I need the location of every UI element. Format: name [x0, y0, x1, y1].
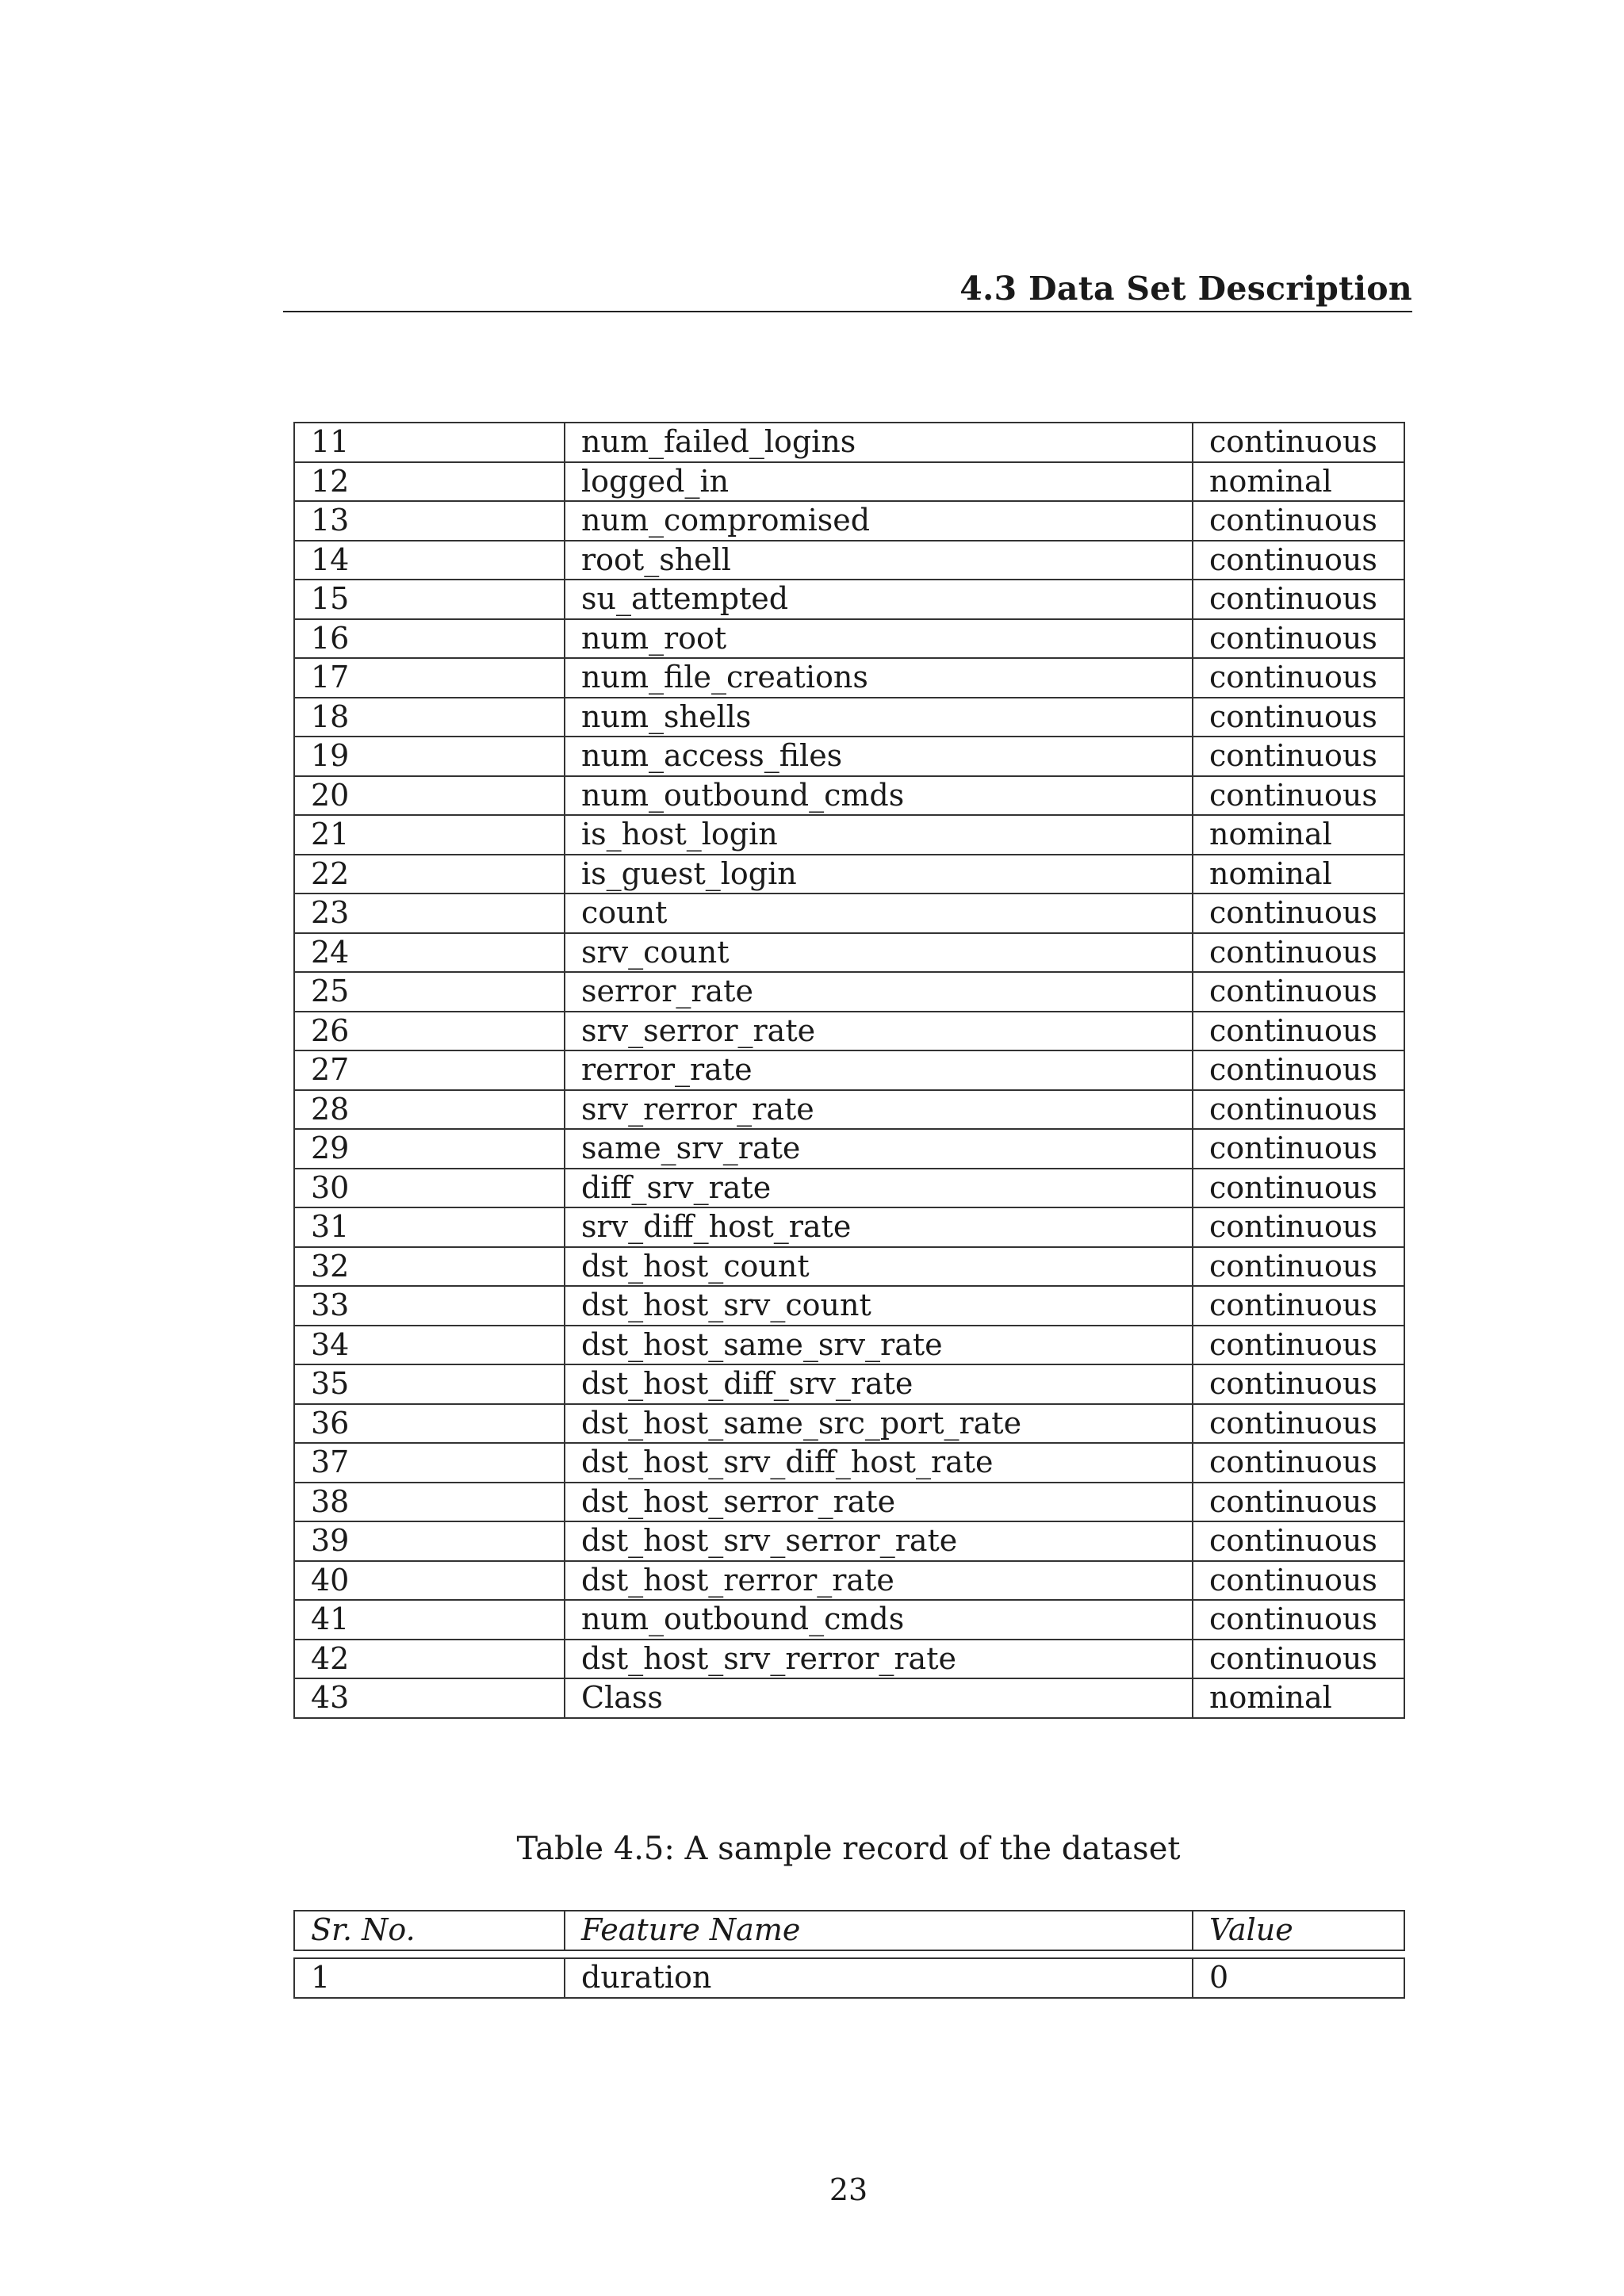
feature-name-cell: num_shells: [565, 698, 1193, 737]
feature-name-cell: num_root: [565, 619, 1193, 659]
table-row: [294, 1404, 1404, 1444]
sr-no-cell: 12: [294, 462, 565, 502]
sr-no-cell: 36: [294, 1404, 565, 1444]
sample-table-header: [293, 1910, 1405, 1951]
feature-name-cell: srv_diff_host_rate: [565, 1207, 1193, 1247]
sr-no-cell: 15: [294, 580, 565, 619]
sr-no-cell: 18: [294, 698, 565, 737]
feature-name-cell: num_outbound_cmds: [565, 1600, 1193, 1640]
feature-name-cell: count: [565, 894, 1193, 933]
table-row: [294, 1207, 1404, 1247]
sr-no-cell: 20: [294, 776, 565, 816]
feature-name-cell: num_access_files: [565, 737, 1193, 776]
type-cell: continuous: [1193, 1443, 1404, 1483]
sr-no-cell: 43: [294, 1678, 565, 1718]
table-row: [294, 1169, 1404, 1208]
feature-name-cell: dst_host_srv_count: [565, 1286, 1193, 1326]
feature-name-cell: rerror_rate: [565, 1050, 1193, 1090]
feature-name-cell: dst_host_srv_serror_rate: [565, 1521, 1193, 1561]
type-cell: continuous: [1193, 1090, 1404, 1130]
feature-name-cell: same_srv_rate: [565, 1129, 1193, 1169]
table-row: [294, 462, 1404, 502]
sr-no-cell: 29: [294, 1129, 565, 1169]
table-row: [294, 855, 1404, 894]
sr-no-cell: 19: [294, 737, 565, 776]
feature-name-cell: num_failed_logins: [565, 423, 1193, 462]
table-caption: Table 4.5: A sample record of the dataset: [516, 1831, 1181, 1867]
feature-name-cell: srv_count: [565, 933, 1193, 973]
feature-name-cell: dst_host_rerror_rate: [565, 1561, 1193, 1601]
type-cell: continuous: [1193, 1521, 1404, 1561]
sr-no-cell: 30: [294, 1169, 565, 1208]
sr-no-cell: 26: [294, 1012, 565, 1051]
feature-name-cell: dst_host_count: [565, 1247, 1193, 1287]
header-cell-value: Value: [1193, 1911, 1404, 1950]
sr-no-cell: 28: [294, 1090, 565, 1130]
table-row: [294, 1958, 1404, 1998]
feature-name-cell: srv_rerror_rate: [565, 1090, 1193, 1130]
type-cell: continuous: [1193, 1326, 1404, 1365]
sr-no-cell: 35: [294, 1364, 565, 1404]
section-title: 4.3 Data Set Description: [959, 270, 1412, 308]
table-row: [294, 1521, 1404, 1561]
type-cell: continuous: [1193, 580, 1404, 619]
sr-no-cell: 40: [294, 1561, 565, 1601]
type-cell: continuous: [1193, 1483, 1404, 1522]
feature-name-cell: num_file_creations: [565, 658, 1193, 698]
feature-name-cell: is_host_login: [565, 815, 1193, 855]
sr-no-cell: 41: [294, 1600, 565, 1640]
type-cell: continuous: [1193, 501, 1404, 541]
table-row: [294, 972, 1404, 1012]
type-cell: continuous: [1193, 776, 1404, 816]
type-cell: continuous: [1193, 1561, 1404, 1601]
feature-name-cell: num_outbound_cmds: [565, 776, 1193, 816]
type-cell: nominal: [1193, 815, 1404, 855]
table-row: [294, 1640, 1404, 1679]
type-cell: nominal: [1193, 1678, 1404, 1718]
feature-name-cell: dst_host_same_srv_rate: [565, 1326, 1193, 1365]
sr-no-cell: 38: [294, 1483, 565, 1522]
feature-name-cell: su_attempted: [565, 580, 1193, 619]
table-row: [294, 1090, 1404, 1130]
sr-no-cell: 16: [294, 619, 565, 659]
sr-no-cell: 37: [294, 1443, 565, 1483]
feature-name-cell: serror_rate: [565, 972, 1193, 1012]
feature-name-cell: root_shell: [565, 541, 1193, 580]
sr-no-cell: 32: [294, 1247, 565, 1287]
type-cell: continuous: [1193, 1169, 1404, 1208]
table-row: [294, 1600, 1404, 1640]
type-cell: continuous: [1193, 894, 1404, 933]
table-row: [294, 1326, 1404, 1365]
type-cell: continuous: [1193, 541, 1404, 580]
table-row: [294, 815, 1404, 855]
type-cell: nominal: [1193, 855, 1404, 894]
table-row: [294, 501, 1404, 541]
page-number: 23: [829, 2172, 868, 2207]
table-row: [294, 1364, 1404, 1404]
sr-no-cell: 24: [294, 933, 565, 973]
type-cell: continuous: [1193, 1640, 1404, 1679]
type-cell: continuous: [1193, 1207, 1404, 1247]
type-cell: continuous: [1193, 737, 1404, 776]
running-header: [283, 266, 1412, 312]
type-cell: continuous: [1193, 658, 1404, 698]
table-row: [294, 737, 1404, 776]
table-row: [294, 1678, 1404, 1718]
feature-name-cell: dst_host_srv_diff_host_rate: [565, 1443, 1193, 1483]
sr-no-cell: 13: [294, 501, 565, 541]
type-cell: continuous: [1193, 1364, 1404, 1404]
sr-no-cell: 39: [294, 1521, 565, 1561]
sr-no-cell: 14: [294, 541, 565, 580]
feature-name-cell: duration: [565, 1958, 1193, 1998]
table-row: [294, 894, 1404, 933]
type-cell: continuous: [1193, 1050, 1404, 1090]
feature-name-cell: dst_host_srv_rerror_rate: [565, 1640, 1193, 1679]
feature-table-body: [294, 423, 1404, 1718]
feature-name-cell: dst_host_serror_rate: [565, 1483, 1193, 1522]
sr-no-cell: 25: [294, 972, 565, 1012]
feature-name-cell: diff_srv_rate: [565, 1169, 1193, 1208]
feature-name-cell: num_compromised: [565, 501, 1193, 541]
type-cell: nominal: [1193, 462, 1404, 502]
table-row: [294, 1247, 1404, 1287]
header-cell-sr-no: Sr. No.: [294, 1911, 565, 1950]
header-cell-feature-name: Feature Name: [565, 1911, 1193, 1950]
sr-no-cell: 23: [294, 894, 565, 933]
type-cell: continuous: [1193, 1247, 1404, 1287]
type-cell: continuous: [1193, 1286, 1404, 1326]
sr-no-cell: 22: [294, 855, 565, 894]
table-row: [294, 423, 1404, 462]
sr-no-cell: 1: [294, 1958, 565, 1998]
type-cell: continuous: [1193, 698, 1404, 737]
feature-name-cell: Class: [565, 1678, 1193, 1718]
feature-name-cell: is_guest_login: [565, 855, 1193, 894]
table-row: [294, 1443, 1404, 1483]
table-row: [294, 698, 1404, 737]
table-row: [294, 1561, 1404, 1601]
sample-record-table: [293, 1957, 1405, 1999]
table-row: [294, 1129, 1404, 1169]
table-row: [294, 580, 1404, 619]
table-row: [294, 1012, 1404, 1051]
feature-table: [293, 422, 1405, 1719]
table-row: [294, 658, 1404, 698]
sr-no-cell: 27: [294, 1050, 565, 1090]
value-cell: 0: [1193, 1958, 1404, 1998]
type-cell: continuous: [1193, 619, 1404, 659]
feature-name-cell: logged_in: [565, 462, 1193, 502]
sr-no-cell: 21: [294, 815, 565, 855]
type-cell: continuous: [1193, 1404, 1404, 1444]
table-row: [294, 619, 1404, 659]
sr-no-cell: 17: [294, 658, 565, 698]
type-cell: continuous: [1193, 972, 1404, 1012]
sr-no-cell: 42: [294, 1640, 565, 1679]
sr-no-cell: 34: [294, 1326, 565, 1365]
type-cell: continuous: [1193, 1129, 1404, 1169]
type-cell: continuous: [1193, 1012, 1404, 1051]
sr-no-cell: 33: [294, 1286, 565, 1326]
sr-no-cell: 31: [294, 1207, 565, 1247]
table-row: [294, 1286, 1404, 1326]
table-row: [294, 541, 1404, 580]
feature-name-cell: dst_host_same_src_port_rate: [565, 1404, 1193, 1444]
type-cell: continuous: [1193, 933, 1404, 973]
table-row: [294, 1050, 1404, 1090]
feature-name-cell: dst_host_diff_srv_rate: [565, 1364, 1193, 1404]
table-row: [294, 776, 1404, 816]
table-row: [294, 933, 1404, 973]
table-row: [294, 1483, 1404, 1522]
feature-name-cell: srv_serror_rate: [565, 1012, 1193, 1051]
type-cell: continuous: [1193, 1600, 1404, 1640]
type-cell: continuous: [1193, 423, 1404, 462]
sr-no-cell: 11: [294, 423, 565, 462]
header-row: [294, 1911, 1404, 1950]
